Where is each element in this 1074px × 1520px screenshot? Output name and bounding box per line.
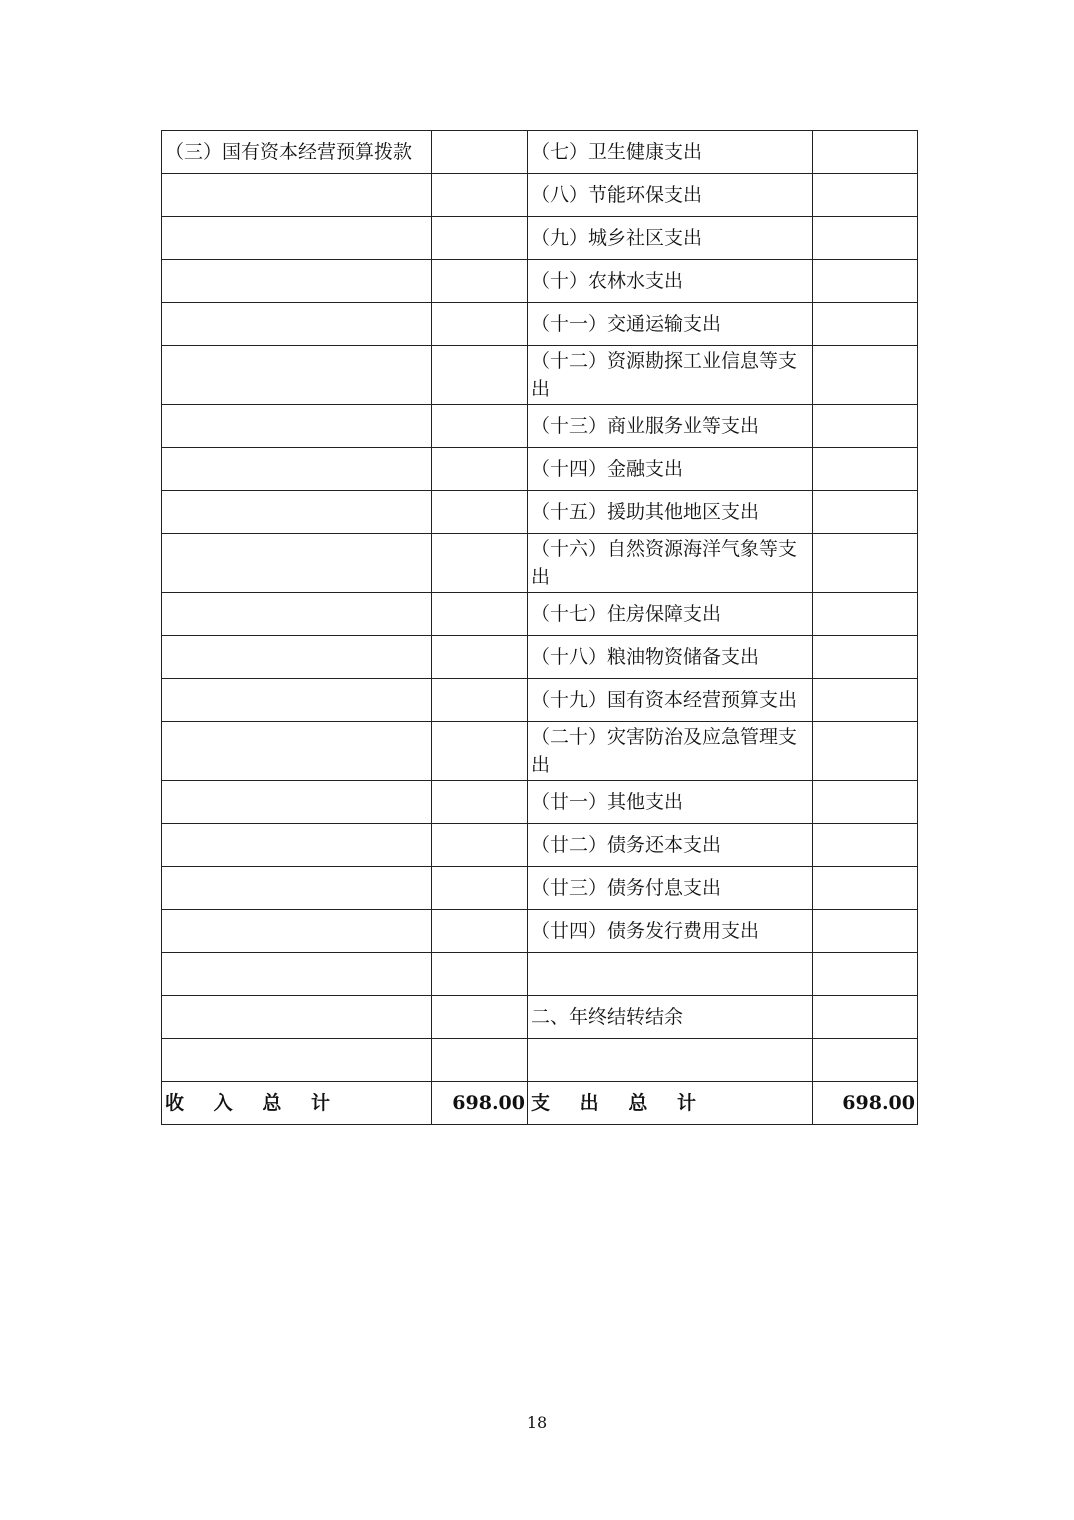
- income-total-label-text: [165, 1089, 330, 1117]
- expense-amount-cell: [813, 131, 918, 174]
- income-amount-cell: [432, 867, 528, 910]
- income-amount-cell: [432, 217, 528, 260]
- expense-amount-cell: [813, 910, 918, 953]
- expense-total-amount: 698.00: [813, 1082, 918, 1125]
- table-row: [162, 131, 918, 174]
- expense-item-cell: （十一）交通运输支出: [528, 303, 813, 346]
- income-item-cell: [162, 953, 432, 996]
- expense-amount-cell: [813, 996, 918, 1039]
- income-item-cell: [162, 491, 432, 534]
- income-item-cell: [162, 867, 432, 910]
- expense-amount-cell: [813, 953, 918, 996]
- income-item-cell: [162, 593, 432, 636]
- expense-item-cell: （廿一）其他支出: [528, 781, 813, 824]
- table-row: [162, 405, 918, 448]
- income-item-cell: [162, 303, 432, 346]
- expense-amount-cell: [813, 1039, 918, 1082]
- expense-amount-cell: [813, 346, 918, 405]
- expense-amount-cell: [813, 636, 918, 679]
- expense-item-cell: （八）节能环保支出: [528, 174, 813, 217]
- expense-item-cell: [528, 953, 813, 996]
- table-row: [162, 593, 918, 636]
- income-item-cell: （三）国有资本经营预算拨款: [162, 131, 432, 174]
- income-amount-cell: [432, 1039, 528, 1082]
- income-item-cell: [162, 636, 432, 679]
- table-row: [162, 303, 918, 346]
- total-row: [162, 1082, 918, 1125]
- table-row: [162, 491, 918, 534]
- expense-amount-cell: [813, 679, 918, 722]
- income-total-char: 总: [262, 1092, 282, 1114]
- expense-amount-cell: [813, 303, 918, 346]
- expense-item-cell: （十三）商业服务业等支出: [528, 405, 813, 448]
- expense-item-cell: （廿四）债务发行费用支出: [528, 910, 813, 953]
- table-row: [162, 953, 918, 996]
- expense-total-char: 总: [628, 1092, 648, 1114]
- income-amount-cell: [432, 448, 528, 491]
- expense-item-cell: （十五）援助其他地区支出: [528, 491, 813, 534]
- income-item-cell: [162, 996, 432, 1039]
- expense-total-char: 支: [531, 1092, 551, 1114]
- expense-item-cell: （十九）国有资本经营预算支出: [528, 679, 813, 722]
- expense-amount-cell: [813, 593, 918, 636]
- income-item-cell: [162, 174, 432, 217]
- expense-item-cell: （廿三）债务付息支出: [528, 867, 813, 910]
- expense-total-label-text: [531, 1089, 696, 1117]
- expense-item-cell: 二、年终结转结余: [528, 996, 813, 1039]
- income-item-cell: [162, 781, 432, 824]
- table-row: [162, 636, 918, 679]
- expense-amount-cell: [813, 448, 918, 491]
- table-row: [162, 260, 918, 303]
- expense-amount-cell: [813, 405, 918, 448]
- expense-amount-cell: [813, 534, 918, 593]
- table-row: [162, 448, 918, 491]
- income-total-char: 计: [310, 1092, 330, 1114]
- table-row: [162, 722, 918, 781]
- income-total-label: [162, 1082, 432, 1125]
- income-amount-cell: [432, 405, 528, 448]
- expense-item-cell: （二十）灾害防治及应急管理支出: [528, 722, 813, 781]
- budget-table: [161, 130, 918, 1125]
- table-row: [162, 346, 918, 405]
- income-total-char: 收: [165, 1092, 185, 1114]
- income-item-cell: [162, 824, 432, 867]
- table-row: [162, 996, 918, 1039]
- income-amount-cell: [432, 303, 528, 346]
- expense-item-cell: （七）卫生健康支出: [528, 131, 813, 174]
- expense-item-cell: （廿二）债务还本支出: [528, 824, 813, 867]
- income-amount-cell: [432, 996, 528, 1039]
- table-row: [162, 534, 918, 593]
- income-amount-cell: [432, 679, 528, 722]
- income-item-cell: [162, 1039, 432, 1082]
- income-item-cell: [162, 448, 432, 491]
- table-row: [162, 679, 918, 722]
- expense-item-cell: （十二）资源勘探工业信息等支出: [528, 346, 813, 405]
- income-amount-cell: [432, 910, 528, 953]
- expense-amount-cell: [813, 824, 918, 867]
- table-row: [162, 1039, 918, 1082]
- expense-item-cell: （十六）自然资源海洋气象等支出: [528, 534, 813, 593]
- table-row: [162, 217, 918, 260]
- expense-amount-cell: [813, 217, 918, 260]
- income-item-cell: [162, 217, 432, 260]
- expense-amount-cell: [813, 867, 918, 910]
- income-item-cell: [162, 346, 432, 405]
- income-item-cell: [162, 679, 432, 722]
- table-row: [162, 910, 918, 953]
- income-amount-cell: [432, 491, 528, 534]
- expense-total-char: 出: [579, 1092, 599, 1114]
- income-amount-cell: [432, 722, 528, 781]
- page-number: 18: [526, 1413, 548, 1432]
- income-amount-cell: [432, 953, 528, 996]
- expense-item-cell: [528, 1039, 813, 1082]
- income-item-cell: [162, 722, 432, 781]
- income-total-amount: 698.00: [432, 1082, 528, 1125]
- expense-item-cell: （十七）住房保障支出: [528, 593, 813, 636]
- income-item-cell: [162, 260, 432, 303]
- income-amount-cell: [432, 346, 528, 405]
- income-total-char: 入: [213, 1092, 233, 1114]
- income-amount-cell: [432, 131, 528, 174]
- income-item-cell: [162, 910, 432, 953]
- table-row: [162, 174, 918, 217]
- income-amount-cell: [432, 781, 528, 824]
- expense-total-char: 计: [676, 1092, 696, 1114]
- expense-amount-cell: [813, 491, 918, 534]
- income-amount-cell: [432, 593, 528, 636]
- expense-item-cell: （十）农林水支出: [528, 260, 813, 303]
- expense-item-cell: （九）城乡社区支出: [528, 217, 813, 260]
- income-amount-cell: [432, 534, 528, 593]
- income-item-cell: [162, 534, 432, 593]
- expense-amount-cell: [813, 260, 918, 303]
- income-amount-cell: [432, 636, 528, 679]
- expense-amount-cell: [813, 722, 918, 781]
- budget-table-body: [162, 131, 918, 1125]
- expense-item-cell: （十八）粮油物资储备支出: [528, 636, 813, 679]
- expense-amount-cell: [813, 174, 918, 217]
- income-item-cell: [162, 405, 432, 448]
- expense-item-cell: （十四）金融支出: [528, 448, 813, 491]
- expense-amount-cell: [813, 781, 918, 824]
- table-row: [162, 781, 918, 824]
- expense-total-label: [528, 1082, 813, 1125]
- table-row: [162, 824, 918, 867]
- income-amount-cell: [432, 174, 528, 217]
- table-row: [162, 867, 918, 910]
- income-amount-cell: [432, 824, 528, 867]
- income-amount-cell: [432, 260, 528, 303]
